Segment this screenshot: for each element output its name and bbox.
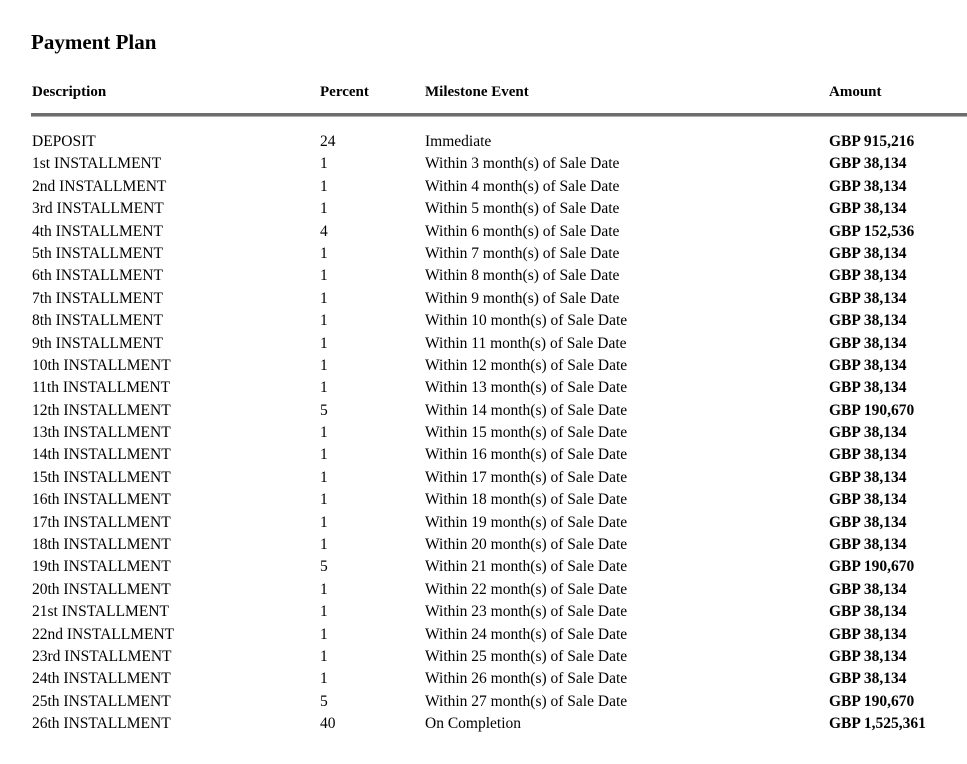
row-milestone: Within 21 month(s) of Sale Date bbox=[425, 558, 628, 576]
row-description: 11th INSTALLMENT bbox=[32, 379, 171, 397]
row-percent: 4 bbox=[320, 222, 328, 240]
row-percent: 1 bbox=[320, 267, 328, 285]
table-row bbox=[0, 355, 967, 377]
row-amount: GBP 38,134 bbox=[829, 670, 907, 688]
row-percent: 1 bbox=[320, 580, 328, 598]
page-title: Payment Plan bbox=[31, 30, 157, 54]
row-amount: GBP 38,134 bbox=[829, 513, 907, 531]
header-divider bbox=[31, 113, 967, 117]
table-row bbox=[0, 422, 967, 444]
table-row bbox=[0, 646, 967, 668]
row-milestone: On Completion bbox=[425, 715, 522, 733]
row-amount: GBP 38,134 bbox=[829, 379, 907, 397]
row-milestone: Within 16 month(s) of Sale Date bbox=[425, 446, 628, 464]
row-description: 19th INSTALLMENT bbox=[32, 558, 171, 576]
row-milestone: Within 11 month(s) of Sale Date bbox=[425, 334, 627, 352]
row-description: 24th INSTALLMENT bbox=[32, 670, 171, 688]
row-amount: GBP 38,134 bbox=[829, 177, 907, 195]
column-header-description: Description bbox=[32, 84, 107, 100]
row-amount: GBP 38,134 bbox=[829, 603, 907, 621]
row-description: 14th INSTALLMENT bbox=[32, 446, 171, 464]
row-description: 25th INSTALLMENT bbox=[32, 692, 171, 710]
row-percent: 1 bbox=[320, 200, 328, 218]
row-amount: GBP 38,134 bbox=[829, 446, 907, 464]
row-milestone: Within 23 month(s) of Sale Date bbox=[425, 603, 628, 621]
row-milestone: Within 8 month(s) of Sale Date bbox=[425, 267, 620, 285]
table-row bbox=[0, 668, 967, 690]
row-percent: 1 bbox=[320, 244, 328, 262]
row-description: 26th INSTALLMENT bbox=[32, 715, 171, 733]
row-amount: GBP 38,134 bbox=[829, 244, 907, 262]
row-milestone: Within 10 month(s) of Sale Date bbox=[425, 312, 628, 330]
row-description: 7th INSTALLMENT bbox=[32, 289, 163, 307]
row-percent: 1 bbox=[320, 446, 328, 464]
table-row bbox=[0, 601, 967, 623]
row-milestone: Within 25 month(s) of Sale Date bbox=[425, 647, 628, 665]
row-percent: 1 bbox=[320, 491, 328, 509]
row-description: 21st INSTALLMENT bbox=[32, 603, 169, 621]
row-milestone: Within 15 month(s) of Sale Date bbox=[425, 424, 628, 442]
payment-table-body bbox=[0, 131, 967, 736]
row-description: 6th INSTALLMENT bbox=[32, 267, 163, 285]
row-description: 17th INSTALLMENT bbox=[32, 513, 171, 531]
table-row bbox=[0, 265, 967, 287]
table-row bbox=[0, 579, 967, 601]
row-percent: 1 bbox=[320, 312, 328, 330]
row-milestone: Immediate bbox=[425, 133, 492, 150]
table-row bbox=[0, 467, 967, 489]
row-description: DEPOSIT bbox=[32, 133, 96, 150]
table-row bbox=[0, 489, 967, 511]
row-amount: GBP 38,134 bbox=[829, 580, 907, 598]
row-milestone: Within 14 month(s) of Sale Date bbox=[425, 401, 628, 419]
table-row bbox=[0, 534, 967, 556]
row-percent: 1 bbox=[320, 424, 328, 442]
row-percent: 1 bbox=[320, 155, 328, 173]
row-description: 4th INSTALLMENT bbox=[32, 222, 163, 240]
row-description: 3rd INSTALLMENT bbox=[32, 200, 164, 218]
row-amount: GBP 38,134 bbox=[829, 155, 907, 173]
table-row bbox=[0, 713, 967, 735]
row-percent: 1 bbox=[320, 513, 328, 531]
row-description: 16th INSTALLMENT bbox=[32, 491, 171, 509]
row-percent: 24 bbox=[320, 133, 336, 150]
row-milestone: Within 9 month(s) of Sale Date bbox=[425, 289, 620, 307]
row-description: 5th INSTALLMENT bbox=[32, 244, 163, 262]
row-milestone: Within 27 month(s) of Sale Date bbox=[425, 692, 628, 710]
table-row bbox=[0, 624, 967, 646]
row-percent: 1 bbox=[320, 356, 328, 374]
row-percent: 1 bbox=[320, 647, 328, 665]
column-header-milestone: Milestone Event bbox=[425, 84, 529, 100]
table-row bbox=[0, 691, 967, 713]
row-milestone: Within 26 month(s) of Sale Date bbox=[425, 670, 628, 688]
row-milestone: Within 7 month(s) of Sale Date bbox=[425, 244, 620, 262]
row-description: 10th INSTALLMENT bbox=[32, 356, 171, 374]
row-amount: GBP 38,134 bbox=[829, 334, 907, 352]
row-amount: GBP 1,525,361 bbox=[829, 715, 926, 733]
row-description: 22nd INSTALLMENT bbox=[32, 625, 175, 643]
row-milestone: Within 12 month(s) of Sale Date bbox=[425, 356, 628, 374]
column-header-amount: Amount bbox=[829, 84, 882, 100]
row-percent: 1 bbox=[320, 536, 328, 554]
row-amount: GBP 38,134 bbox=[829, 289, 907, 307]
row-milestone: Within 13 month(s) of Sale Date bbox=[425, 379, 628, 397]
row-amount: GBP 190,670 bbox=[829, 692, 915, 710]
table-row bbox=[0, 556, 967, 578]
row-amount: GBP 190,670 bbox=[829, 401, 915, 419]
table-row bbox=[0, 377, 967, 399]
row-percent: 1 bbox=[320, 379, 328, 397]
row-description: 23rd INSTALLMENT bbox=[32, 647, 172, 665]
row-amount: GBP 38,134 bbox=[829, 267, 907, 285]
table-row bbox=[0, 221, 967, 243]
table-row bbox=[0, 333, 967, 355]
row-description: 8th INSTALLMENT bbox=[32, 312, 163, 330]
row-milestone: Within 3 month(s) of Sale Date bbox=[425, 155, 620, 173]
row-amount: GBP 38,134 bbox=[829, 200, 907, 218]
table-row bbox=[0, 288, 967, 310]
row-milestone: Within 18 month(s) of Sale Date bbox=[425, 491, 628, 509]
row-percent: 40 bbox=[320, 715, 336, 733]
row-percent: 1 bbox=[320, 289, 328, 307]
row-percent: 1 bbox=[320, 177, 328, 195]
table-row bbox=[0, 444, 967, 466]
row-amount: GBP 38,134 bbox=[829, 536, 907, 554]
row-milestone: Within 5 month(s) of Sale Date bbox=[425, 200, 620, 218]
row-milestone: Within 6 month(s) of Sale Date bbox=[425, 222, 620, 240]
row-percent: 1 bbox=[320, 468, 328, 486]
row-amount: GBP 38,134 bbox=[829, 491, 907, 509]
row-percent: 1 bbox=[320, 334, 328, 352]
row-description: 1st INSTALLMENT bbox=[32, 155, 162, 173]
row-percent: 1 bbox=[320, 603, 328, 621]
row-amount: GBP 915,216 bbox=[829, 133, 915, 150]
table-row bbox=[0, 131, 967, 153]
row-milestone: Within 24 month(s) of Sale Date bbox=[425, 625, 628, 643]
row-amount: GBP 152,536 bbox=[829, 222, 915, 240]
table-row bbox=[0, 153, 967, 175]
row-amount: GBP 38,134 bbox=[829, 424, 907, 442]
table-row bbox=[0, 310, 967, 332]
row-description: 12th INSTALLMENT bbox=[32, 401, 171, 419]
row-percent: 5 bbox=[320, 692, 328, 710]
table-row bbox=[0, 198, 967, 220]
row-description: 9th INSTALLMENT bbox=[32, 334, 163, 352]
row-amount: GBP 190,670 bbox=[829, 558, 915, 576]
table-row bbox=[0, 400, 967, 422]
row-amount: GBP 38,134 bbox=[829, 468, 907, 486]
row-amount: GBP 38,134 bbox=[829, 647, 907, 665]
table-row bbox=[0, 512, 967, 534]
row-milestone: Within 20 month(s) of Sale Date bbox=[425, 536, 628, 554]
row-percent: 1 bbox=[320, 625, 328, 643]
row-description: 18th INSTALLMENT bbox=[32, 536, 171, 554]
row-amount: GBP 38,134 bbox=[829, 356, 907, 374]
row-amount: GBP 38,134 bbox=[829, 625, 907, 643]
row-milestone: Within 4 month(s) of Sale Date bbox=[425, 177, 620, 195]
row-description: 15th INSTALLMENT bbox=[32, 468, 171, 486]
table-row bbox=[0, 176, 967, 198]
row-milestone: Within 22 month(s) of Sale Date bbox=[425, 580, 628, 598]
row-description: 13th INSTALLMENT bbox=[32, 424, 171, 442]
row-amount: GBP 38,134 bbox=[829, 312, 907, 330]
table-row bbox=[0, 243, 967, 265]
column-header-percent: Percent bbox=[320, 84, 369, 100]
table-header bbox=[0, 80, 967, 104]
row-percent: 5 bbox=[320, 401, 328, 419]
row-description: 2nd INSTALLMENT bbox=[32, 177, 167, 195]
row-milestone: Within 17 month(s) of Sale Date bbox=[425, 468, 628, 486]
row-percent: 1 bbox=[320, 670, 328, 688]
row-percent: 5 bbox=[320, 558, 328, 576]
row-milestone: Within 19 month(s) of Sale Date bbox=[425, 513, 628, 531]
row-description: 20th INSTALLMENT bbox=[32, 580, 171, 598]
